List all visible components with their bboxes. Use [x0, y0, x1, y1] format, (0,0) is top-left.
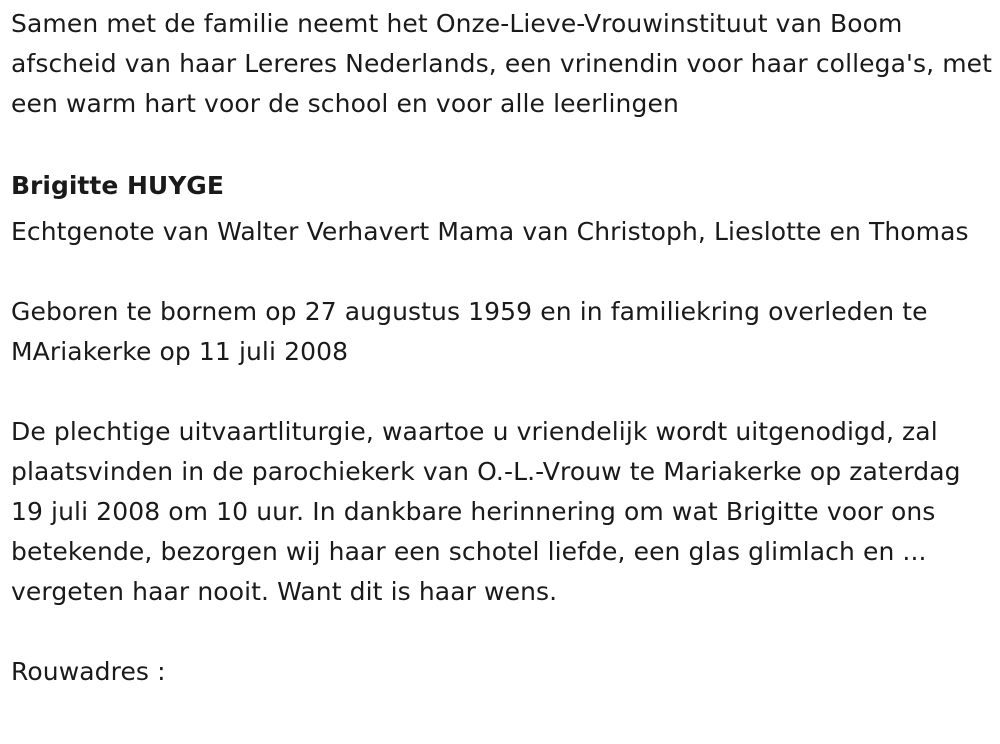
obituary-notice: [11, 4, 996, 692]
spacer: [11, 252, 996, 292]
funeral-paragraph: De plechtige uitvaartliturgie, waartoe u vriendelijk wordt uitgenodigd, zal plaatsvinden in de parochiekerk van O.-L.-Vrouw te Mariakerke op zaterdag 19 juli 2008 om 10 uur. In dankbare herinnering om wat Brigitte voor ons betekende, bezorgen wij haar een schotel liefde, een glas glimlach en ... vergeten haar nooit. Want dit is haar wens.: [11, 417, 961, 606]
spacer: [11, 612, 996, 652]
spacer: [11, 372, 996, 412]
spacer: [11, 124, 996, 164]
deceased-name: Brigitte HUYGE: [11, 171, 224, 200]
birth-death-paragraph: Geboren te bornem op 27 augustus 1959 en in familiekring overleden te MAriakerke op 11 juli 2008: [11, 297, 928, 366]
family-paragraph: Echtgenote van Walter Verhavert Mama van Christoph, Lieslotte en Thomas: [11, 217, 969, 246]
address-label: Rouwadres :: [11, 657, 166, 686]
intro-paragraph: Samen met de familie neemt het Onze-Lieve-Vrouwinstituut van Boom afscheid van haar Lereres Nederlands, een vrinendin voor haar collega's, met een warm hart voor de school en voor alle leerlingen: [11, 9, 993, 118]
